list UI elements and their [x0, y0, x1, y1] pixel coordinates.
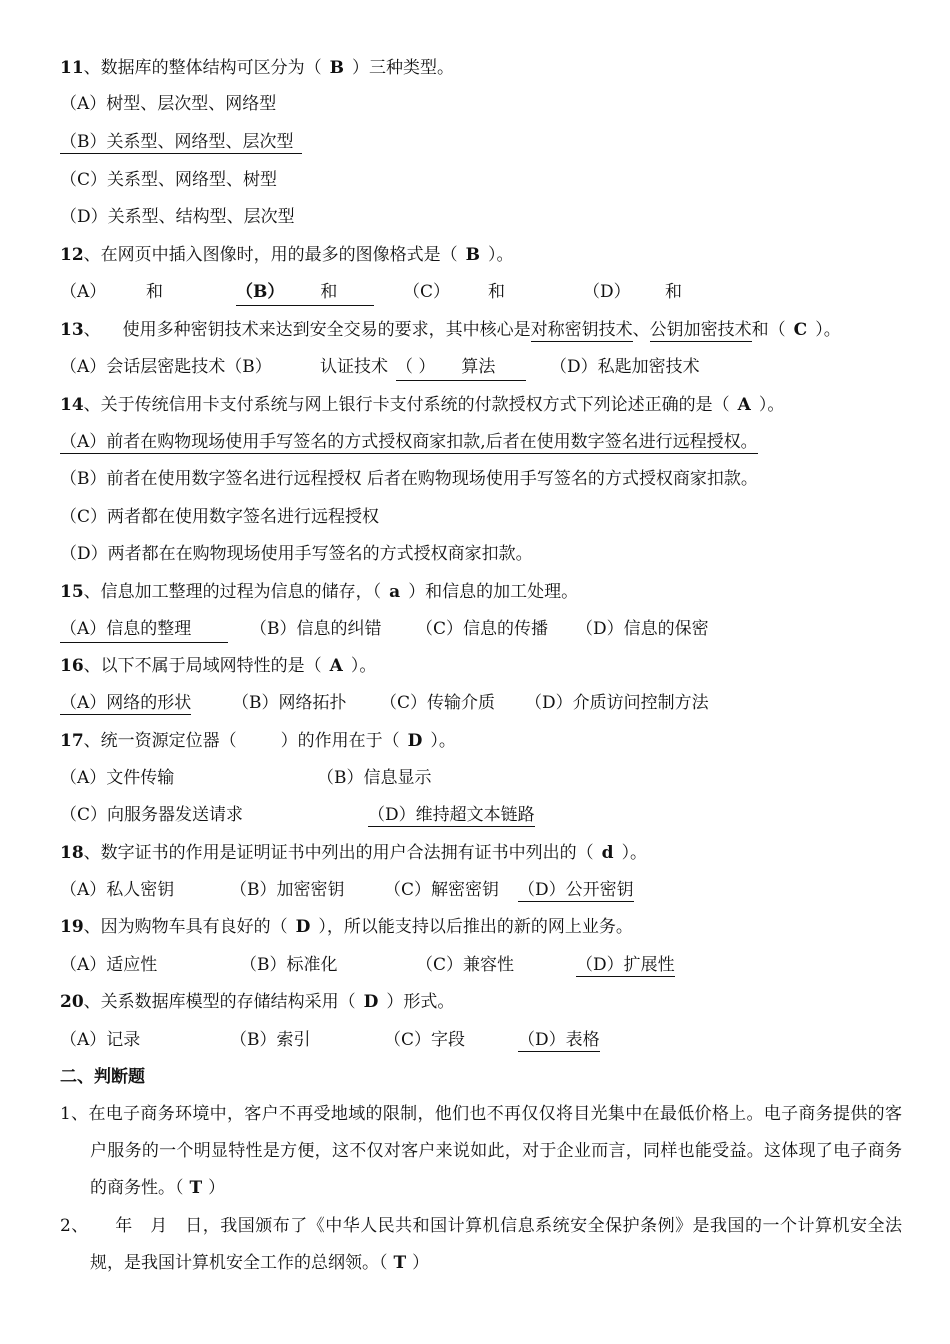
true-false-1: 1、在电子商务环境中，客户不再受地域的限制，他们也不再仅仅将目光集中在最低价格上。电子商务提供的客户服务的一个明显特性是方便，这不仅对客户来说如此，对于企业而言，同样也能受益。这体现了电子商务的商务性。（ T ）	[60, 1104, 902, 1198]
q11-option-b: （B）关系型、网络型、层次型	[60, 130, 302, 154]
q17-option-b: （B）信息显示	[317, 768, 432, 788]
q14-option-a: （A）前者在购物现场使用手写签名的方式授权商家扣款,后者在使用数字签名进行远程授权。	[60, 432, 758, 452]
q11-option-c: （C）关系型、网络型、树型	[60, 170, 278, 190]
q15-option-d: （D）信息的保密	[576, 619, 709, 639]
question-11: 11、数据库的整体结构可区分为（ B ）三种类型。	[60, 58, 455, 78]
question-18: 18、数字证书的作用是证明证书中列出的用户合法拥有证书中列出的（ d ）。	[60, 843, 648, 863]
q12-option-d-text: 和	[665, 282, 682, 302]
question-17: 17、统一资源定位器（ ）的作用在于（ D ）。	[60, 731, 456, 751]
question-15: 15、信息加工整理的过程为信息的储存，（ a ）和信息的加工处理。	[60, 582, 579, 602]
question-13: 13、 使用多种密钥技术来达到安全交易的要求，其中核心是对称密钥技术、公钥加密技术和（ C ）。	[60, 320, 841, 340]
q12-option-c-text: 和	[488, 282, 505, 302]
q13-option-ab: （A）会话层密匙技术（B）	[60, 357, 272, 377]
q18-option-d: （D）公开密钥	[518, 880, 634, 900]
q11-option-a: （A）树型、层次型、网络型	[60, 94, 277, 114]
question-12: 12、在网页中插入图像时，用的最多的图像格式是（ B ）。	[60, 245, 514, 265]
q19-option-c: （C）兼容性	[416, 955, 515, 975]
q20-option-c: （C）字段	[384, 1030, 466, 1050]
question-19: 19、因为购物车具有良好的（ D ），所以能支持以后推出的新的网上业务。	[60, 917, 633, 937]
q15-option-a: （A）信息的整理	[60, 617, 228, 643]
q15-option-c: （C）信息的传播	[416, 619, 549, 639]
q13-option-c: （ ） 算法	[396, 355, 526, 381]
q14-option-b: （B）前者在使用数字签名进行远程授权 后者在购物现场使用手写签名的方式授权商家扣款。	[60, 469, 758, 489]
q19-option-b: （B）标准化	[240, 955, 338, 975]
q12-option-a: （A）	[60, 282, 107, 302]
q12-option-b: （B） 和	[236, 280, 374, 306]
q14-option-d: （D）两者都在在购物现场使用手写签名的方式授权商家扣款。	[60, 544, 533, 564]
question-20: 20、关系数据库模型的存储结构采用（ D ）形式。	[60, 992, 455, 1012]
q18-option-c: （C）解密密钥	[384, 880, 500, 900]
q16-option-c: （C）传输介质	[380, 693, 496, 713]
q17-option-a: （A）文件传输	[60, 768, 175, 788]
question-16: 16、以下不属于局域网特性的是（ A ）。	[60, 656, 377, 676]
true-false-2: 2、 年 月 日，我国颁布了《中华人民共和国计算机信息系统安全保护条例》是我国的一个计算机安全法规，是我国计算机安全工作的总纲领。（ T ）	[60, 1216, 902, 1273]
q11-option-d: （D）关系型、结构型、层次型	[60, 207, 295, 227]
q15-option-b: （B）信息的纠错	[250, 619, 382, 639]
q13-option-d: （D）私匙加密技术	[550, 357, 700, 377]
q20-option-b: （B）索引	[230, 1030, 311, 1050]
q16-option-d: （D）介质访问控制方法	[525, 693, 709, 713]
q12-option-a-text: 和	[146, 282, 163, 302]
q20-option-a: （A）记录	[60, 1030, 141, 1050]
q19-option-a: （A）适应性	[60, 955, 158, 975]
q20-option-d: （D）表格	[518, 1030, 600, 1050]
q18-option-b: （B）加密密钥	[230, 880, 345, 900]
q12-option-c: （C）	[403, 282, 451, 302]
q16-option-a: （A）网络的形状	[60, 693, 192, 713]
section-title: 二、判断题	[60, 1067, 145, 1087]
q19-option-d: （D）扩展性	[576, 955, 675, 975]
q16-option-b: （B）网络拓扑	[232, 693, 347, 713]
q12-option-d: （D）	[583, 282, 631, 302]
question-14: 14、关于传统信用卡支付系统与网上银行卡支付系统的付款授权方式下列论述正确的是（ A ）。	[60, 395, 785, 415]
q17-option-d: （D）维持超文本链路	[368, 805, 535, 825]
q14-option-c: （C）两者都在使用数字签名进行远程授权	[60, 507, 380, 527]
q18-option-a: （A）私人密钥	[60, 880, 175, 900]
q17-option-c: （C）向服务器发送请求	[60, 805, 244, 825]
q13-option-b-text: 认证技术	[320, 357, 388, 377]
